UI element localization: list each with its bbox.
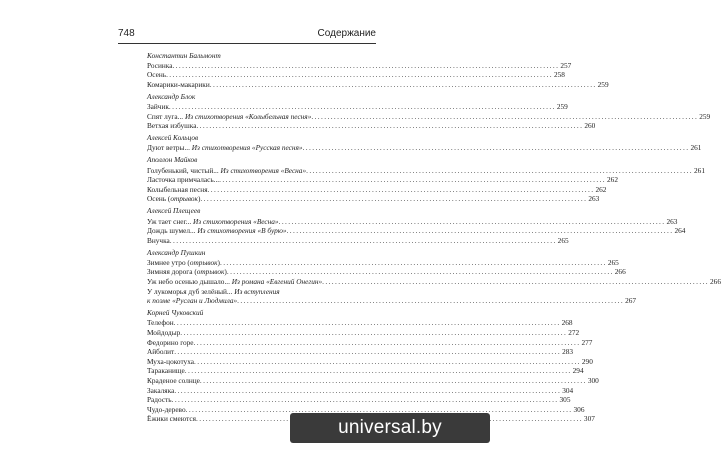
toc-page-number: 300 — [587, 376, 599, 385]
toc-entry[interactable] — [147, 165, 705, 176]
dot-leader — [237, 296, 624, 306]
dot-leader — [174, 386, 561, 396]
toc-entry-title — [147, 236, 170, 246]
entry-title-text: Комарики-макарики — [147, 79, 210, 89]
entry-title-text: Мойдодыр — [147, 328, 181, 338]
toc-entry[interactable] — [147, 385, 574, 396]
toc-entry[interactable] — [147, 395, 571, 405]
dot-leader — [174, 318, 561, 328]
toc-page-number: 259 — [699, 111, 711, 121]
entry-title-text: Зайчик — [147, 101, 169, 111]
entry-note: Из стихотворения «Русская песня» — [189, 143, 303, 153]
toc-entry[interactable] — [147, 194, 600, 204]
toc-entry[interactable] — [147, 60, 572, 71]
toc-page-number: 264 — [674, 226, 686, 236]
entry-title-text: Колыбельная песня — [147, 184, 208, 194]
entry-title-text: Осень — [147, 70, 167, 80]
entry-note: отрывок — [170, 194, 198, 204]
entry-title-text: Уж тает снег... — [147, 216, 192, 226]
dot-leader — [194, 357, 581, 367]
entry-title-text: Дождь шумел... — [147, 226, 196, 236]
toc-entry[interactable] — [147, 277, 721, 287]
dot-leader — [166, 70, 553, 80]
entry-title-text: Радость — [147, 395, 172, 405]
entry-title-tail: ) — [197, 194, 201, 204]
toc-page-number: 258 — [553, 70, 565, 80]
dot-leader — [172, 395, 559, 405]
entry-title-text: Росинка — [147, 60, 173, 70]
toc-page-number: 259 — [597, 79, 609, 89]
toc-page-number: 265 — [607, 257, 619, 267]
entry-title-text: Закаляка — [147, 385, 175, 395]
toc-page-number: 283 — [562, 347, 574, 357]
toc-entry-title — [147, 328, 180, 338]
toc-entry-title — [147, 194, 200, 204]
toc-entry-title — [147, 386, 174, 396]
toc-page-number: 268 — [561, 318, 573, 328]
entry-title-text: Федорино горе — [147, 337, 194, 347]
toc-entry-title — [147, 414, 196, 424]
entry-note: Из стихотворения «Весна» — [218, 165, 307, 175]
toc-entry-title — [147, 112, 311, 122]
dot-leader — [287, 226, 674, 236]
entry-title-text: Тараканище — [147, 366, 185, 376]
entry-title-text: Айболит — [147, 347, 175, 357]
running-header — [118, 28, 376, 42]
entry-title-text: Уж небо осенью дышало... — [147, 277, 230, 287]
page-number: 748 — [118, 28, 135, 39]
section-title: Содержание — [317, 28, 376, 39]
toc-page-number: 290 — [581, 356, 593, 366]
toc-entry[interactable] — [147, 101, 568, 112]
entry-note: Из романа «Евгений Онегин» — [229, 277, 323, 287]
dot-leader — [227, 267, 614, 277]
dot-leader — [170, 236, 557, 246]
toc-entry[interactable] — [147, 111, 711, 122]
toc-entry[interactable] — [147, 376, 599, 386]
dot-leader — [208, 185, 595, 195]
toc-entry-title — [147, 121, 196, 131]
toc-author: Алексей Плещеев — [147, 206, 201, 216]
toc-page-number: 266 — [614, 267, 626, 277]
toc-entry[interactable] — [147, 318, 573, 328]
entry-title-text: Осень ( — [147, 194, 171, 204]
entry-title-text: У лукоморья дуб зелёный... — [147, 286, 233, 296]
toc-page-number: 266 — [710, 277, 721, 287]
entry-title-text: Спят луга... — [147, 111, 184, 121]
toc-page-number: 306 — [573, 404, 585, 414]
toc-entry-title — [147, 395, 172, 405]
toc-author: Корней Чуковский — [147, 308, 204, 318]
toc-entry-title — [147, 70, 166, 80]
entry-note: отрывок — [196, 267, 225, 277]
toc-entry[interactable] — [147, 70, 565, 80]
toc-entry[interactable] — [147, 235, 569, 246]
dot-leader — [185, 366, 572, 376]
toc-entry[interactable] — [147, 184, 607, 195]
toc-entry-title — [147, 217, 279, 227]
dot-leader — [279, 217, 666, 227]
toc-entry-title — [147, 287, 280, 296]
toc-entry[interactable] — [147, 175, 618, 185]
dot-leader — [172, 61, 559, 71]
toc-entry-title — [147, 185, 208, 195]
toc-page-number: 265 — [557, 235, 569, 245]
entry-note: Из стихотворения «В бурю» — [195, 226, 287, 236]
toc-entry-title — [147, 318, 174, 328]
dot-leader — [196, 121, 583, 131]
toc-entry-title — [147, 405, 186, 415]
toc-page-number: 257 — [560, 60, 572, 70]
header-rule — [118, 43, 376, 44]
dot-leader — [311, 112, 698, 122]
toc-page-number: 263 — [666, 216, 678, 226]
toc-page-number: 272 — [568, 328, 580, 338]
entry-title-text: Зимняя дорога ( — [147, 267, 197, 277]
dot-leader — [219, 175, 606, 185]
toc-entry[interactable] — [147, 286, 637, 306]
dot-leader — [169, 102, 556, 112]
entry-title-tail: ) — [217, 257, 220, 267]
toc-entry[interactable] — [147, 79, 609, 90]
toc-author: Александр Блок — [147, 91, 196, 101]
toc-page-number: 263 — [588, 194, 600, 204]
toc-entry[interactable] — [147, 356, 593, 367]
toc-page-number: 261 — [694, 165, 705, 175]
entry-title-text: Дуют ветры... — [147, 143, 190, 153]
entry-title-text: Краденое солнце — [147, 376, 200, 385]
dot-leader — [303, 143, 690, 153]
entry-title-text: Муха-цокотуха — [147, 356, 194, 366]
toc-page-number: 304 — [562, 385, 574, 395]
toc-entry-title — [147, 357, 194, 367]
toc-entry-line2 — [147, 296, 637, 306]
toc-entry[interactable] — [147, 328, 580, 338]
entry-title-text: Ласточка примчалась... — [147, 175, 220, 185]
entry-title-tail: ) — [224, 267, 227, 277]
toc-entry[interactable] — [147, 366, 584, 376]
dot-leader — [210, 80, 597, 90]
toc-entry-title — [147, 226, 287, 236]
toc-entry-title — [147, 175, 219, 185]
dot-leader — [194, 338, 581, 348]
entry-note: Из стихотворения «Колыбельная песня» — [183, 111, 312, 121]
entry-note: Из стихотворения «Весна» — [191, 216, 279, 226]
entry-title-text: Ёжики смеются — [147, 414, 197, 424]
toc-entry-title — [147, 277, 322, 287]
toc-entry-title — [147, 338, 194, 348]
toc-page-number: 262 — [607, 175, 618, 185]
toc-entry[interactable] — [147, 337, 593, 348]
dot-leader — [174, 347, 561, 357]
toc-page-number: 294 — [572, 366, 584, 376]
toc-page-number: 307 — [583, 414, 595, 424]
toc-page-number: 305 — [559, 395, 571, 405]
dot-leader — [200, 376, 587, 386]
toc-entry-line1 — [147, 287, 360, 297]
toc-page-number: 262 — [595, 184, 607, 194]
toc-entry-title — [147, 376, 200, 386]
entry-title-text: Зимнее утро ( — [147, 257, 190, 267]
entry-title-text: Ветхая избушка — [147, 121, 197, 131]
toc-entry-title — [147, 366, 185, 376]
toc-entry-title — [147, 143, 303, 153]
dot-leader — [322, 277, 709, 287]
toc-page-number: 261 — [690, 143, 702, 153]
dot-leader — [197, 194, 587, 204]
toc-author: Александр Пушкин — [147, 247, 206, 257]
toc-entry-title — [147, 347, 174, 357]
toc-entry[interactable] — [147, 267, 626, 277]
toc-entry-title — [147, 61, 172, 71]
toc-entry-title — [147, 80, 210, 90]
toc-entry[interactable] — [147, 226, 686, 236]
dot-leader — [306, 166, 693, 176]
toc-page-number: 267 — [625, 296, 637, 306]
entry-title-text: Чудо-дерево — [147, 404, 186, 414]
dot-leader — [217, 257, 607, 268]
entry-note-continued: к поэме «Руслан и Людмила» — [147, 296, 238, 306]
toc-entry[interactable] — [147, 121, 596, 131]
dot-leader — [180, 328, 567, 338]
toc-author: Алексей Кольцов — [147, 133, 199, 143]
toc-page-number: 277 — [581, 337, 593, 347]
toc-page-number: 260 — [584, 121, 596, 131]
entry-note: Из вступления — [232, 286, 280, 296]
toc-entry[interactable] — [147, 257, 619, 268]
toc-entry-title — [147, 267, 227, 277]
toc-entry-title — [147, 166, 306, 176]
toc-entry-title — [147, 258, 220, 268]
entry-title-text: Внучка — [147, 235, 170, 245]
entry-note: отрывок — [189, 257, 218, 267]
toc-entry-title — [147, 102, 169, 112]
toc-author: Аполлон Майков — [147, 155, 198, 165]
entry-title-text: Голубенький, чистый... — [147, 165, 219, 175]
toc-entry[interactable] — [147, 216, 678, 227]
toc-page-number: 259 — [556, 101, 568, 111]
toc-entry[interactable] — [147, 347, 574, 357]
toc-entry[interactable] — [147, 143, 702, 153]
entry-title-text: Телефон — [147, 318, 174, 328]
table-of-contents — [147, 48, 721, 424]
watermark-logo: universal.by — [290, 413, 490, 443]
toc-author: Константин Бальмонт — [147, 50, 221, 60]
